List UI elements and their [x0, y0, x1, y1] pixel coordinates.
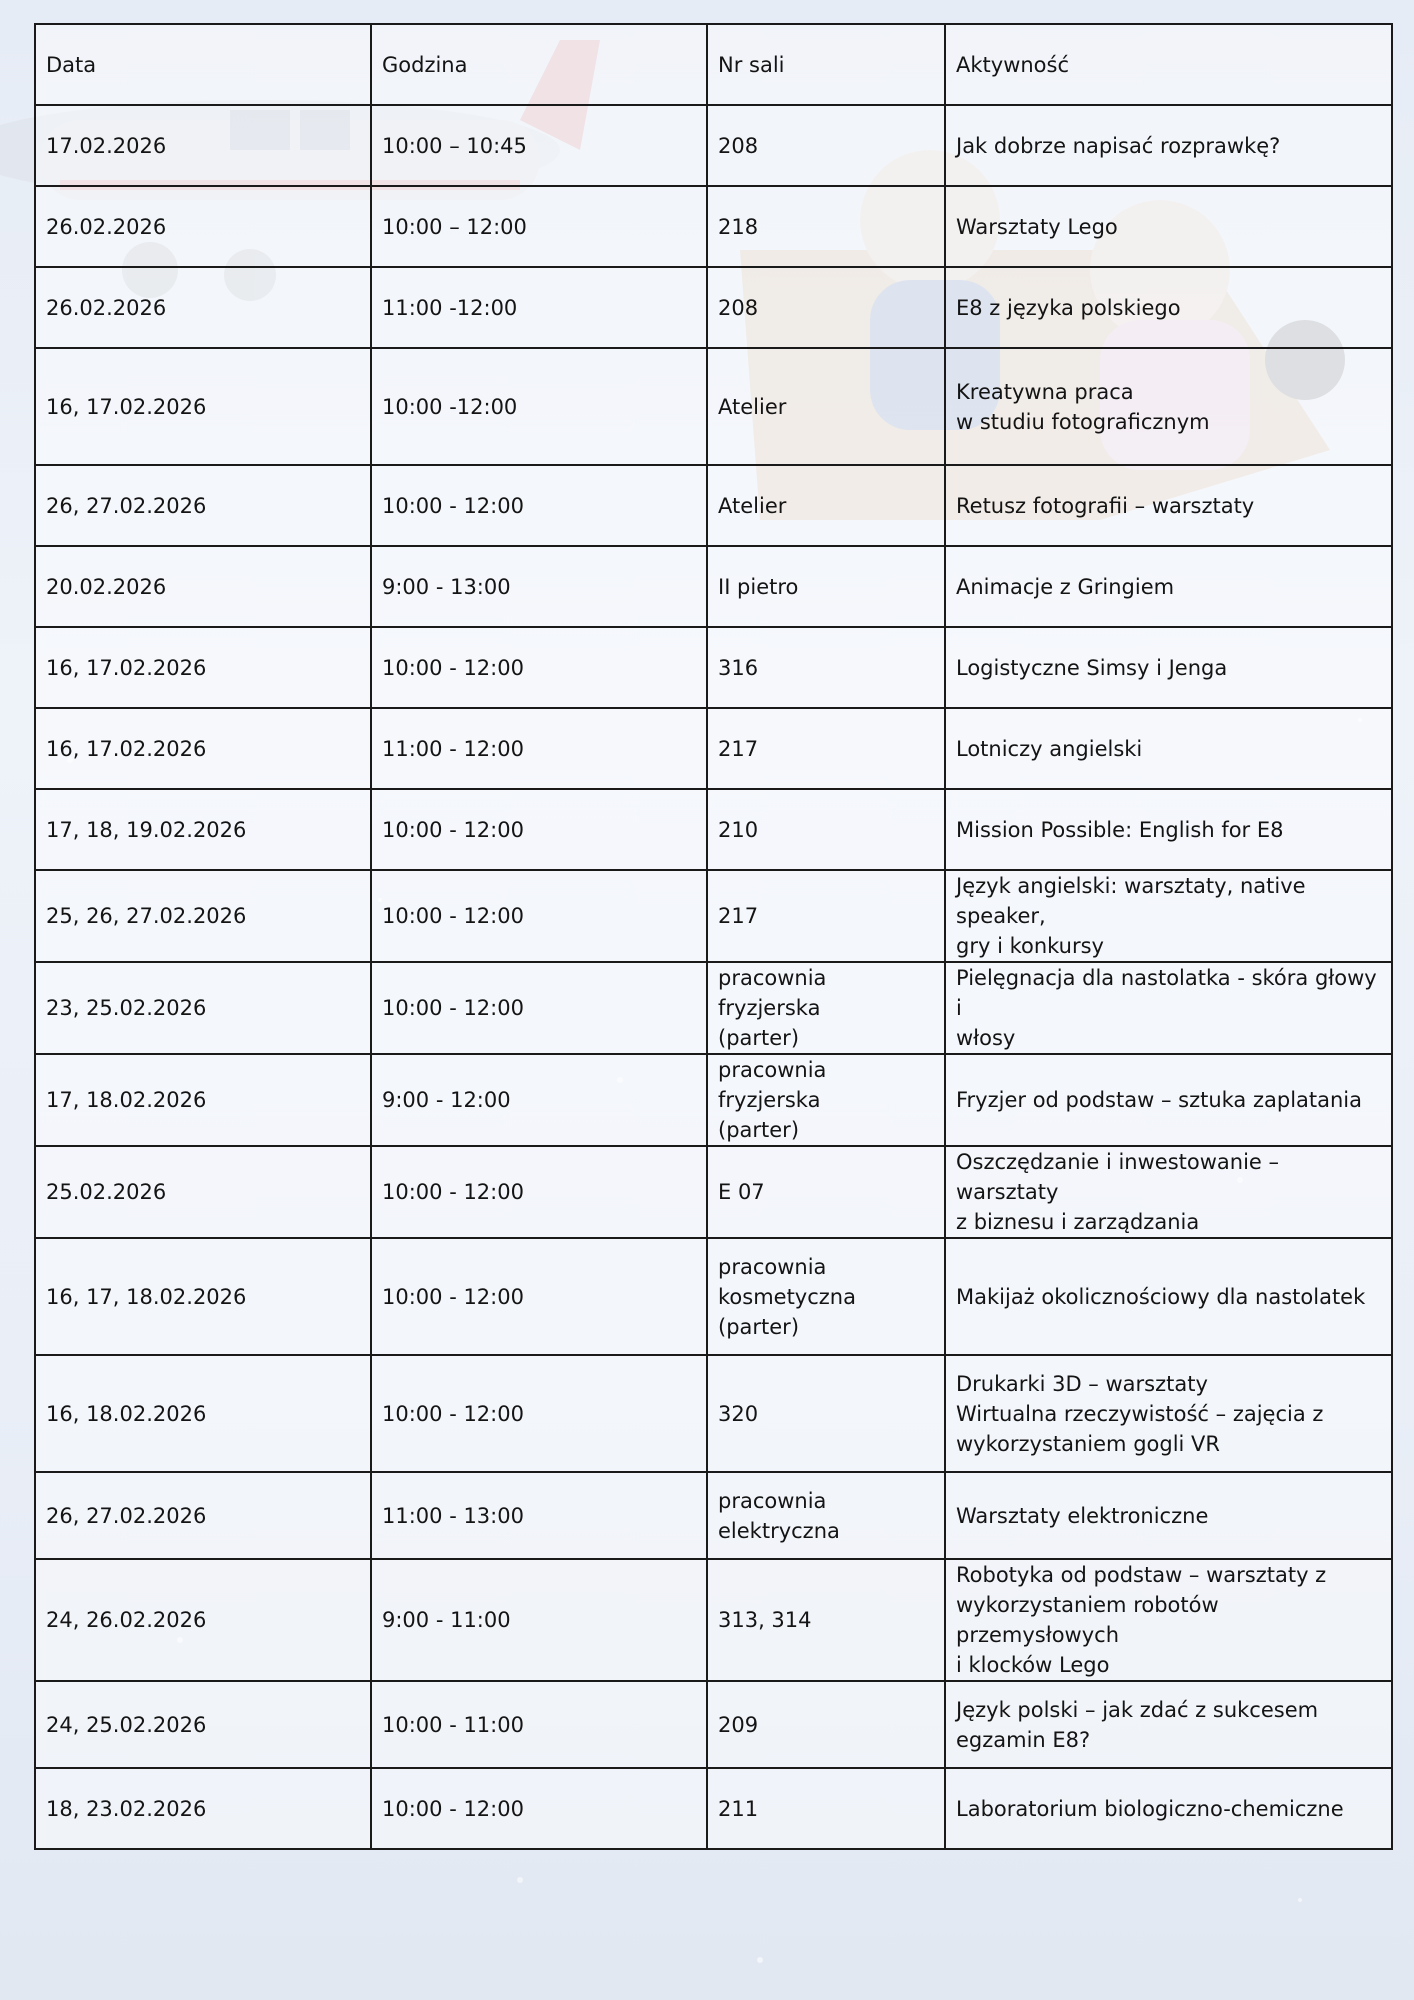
table-row	[35, 1472, 1392, 1559]
cell-room: E 07	[707, 1146, 945, 1238]
header-activity: Aktywność	[945, 24, 1392, 105]
cell-date: 24, 26.02.2026	[35, 1559, 371, 1681]
cell-time: 10:00 -12:00	[371, 348, 707, 465]
table-row	[35, 789, 1392, 870]
cell-room: 217	[707, 870, 945, 962]
cell-date: 26.02.2026	[35, 267, 371, 348]
cell-time: 10:00 - 12:00	[371, 1768, 707, 1849]
cell-date: 24, 25.02.2026	[35, 1681, 371, 1768]
cell-date: 25.02.2026	[35, 1146, 371, 1238]
cell-date: 16, 17, 18.02.2026	[35, 1238, 371, 1355]
cell-activity: Pielęgnacja dla nastolatka - skóra głowy i włosy	[945, 962, 1392, 1054]
cell-date: 26, 27.02.2026	[35, 1472, 371, 1559]
table-row	[35, 105, 1392, 186]
cell-date: 25, 26, 27.02.2026	[35, 870, 371, 962]
cell-time: 11:00 - 12:00	[371, 708, 707, 789]
cell-activity: Mission Possible: English for E8	[945, 789, 1392, 870]
table-row	[35, 267, 1392, 348]
cell-room: 320	[707, 1355, 945, 1472]
table-row	[35, 465, 1392, 546]
table-row	[35, 870, 1392, 962]
cell-activity: Jak dobrze napisać rozprawkę?	[945, 105, 1392, 186]
cell-room: 208	[707, 105, 945, 186]
cell-time: 10:00 - 12:00	[371, 1355, 707, 1472]
cell-date: 16, 17.02.2026	[35, 708, 371, 789]
table-row	[35, 708, 1392, 789]
cell-time: 10:00 - 11:00	[371, 1681, 707, 1768]
cell-activity: Język angielski: warsztaty, native speaker, gry i konkursy	[945, 870, 1392, 962]
cell-room: pracownia fryzjerska (parter)	[707, 962, 945, 1054]
cell-room: Atelier	[707, 465, 945, 546]
cell-time: 9:00 - 13:00	[371, 546, 707, 627]
cell-time: 10:00 - 12:00	[371, 1238, 707, 1355]
header-room: Nr sali	[707, 24, 945, 105]
cell-time: 11:00 -12:00	[371, 267, 707, 348]
cell-activity: Laboratorium biologiczno-chemiczne	[945, 1768, 1392, 1849]
cell-time: 9:00 - 12:00	[371, 1054, 707, 1146]
table-row	[35, 186, 1392, 267]
table-row	[35, 1238, 1392, 1355]
table-row	[35, 1559, 1392, 1681]
cell-room: 316	[707, 627, 945, 708]
cell-room: 209	[707, 1681, 945, 1768]
cell-room: pracownia kosmetyczna (parter)	[707, 1238, 945, 1355]
cell-activity: Makijaż okolicznościowy dla nastolatek	[945, 1238, 1392, 1355]
cell-time: 10:00 - 12:00	[371, 1146, 707, 1238]
cell-date: 17, 18.02.2026	[35, 1054, 371, 1146]
cell-activity: Animacje z Gringiem	[945, 546, 1392, 627]
table-row	[35, 1681, 1392, 1768]
cell-activity: Drukarki 3D – warsztaty Wirtualna rzeczywistość – zajęcia z wykorzystaniem gogli VR	[945, 1355, 1392, 1472]
cell-activity: Lotniczy angielski	[945, 708, 1392, 789]
cell-date: 16, 18.02.2026	[35, 1355, 371, 1472]
cell-time: 10:00 - 12:00	[371, 870, 707, 962]
cell-date: 20.02.2026	[35, 546, 371, 627]
cell-room: 218	[707, 186, 945, 267]
cell-room: 208	[707, 267, 945, 348]
table-row	[35, 1768, 1392, 1849]
cell-activity: Robotyka od podstaw – warsztaty z wykorzystaniem robotów przemysłowych i klocków Lego	[945, 1559, 1392, 1681]
cell-room: 211	[707, 1768, 945, 1849]
cell-activity: Kreatywna praca w studiu fotograficznym	[945, 348, 1392, 465]
cell-activity: Logistyczne Simsy i Jenga	[945, 627, 1392, 708]
cell-activity: Oszczędzanie i inwestowanie – warsztaty z biznesu i zarządzania	[945, 1146, 1392, 1238]
table-row	[35, 962, 1392, 1054]
table-row	[35, 1054, 1392, 1146]
table-header-row	[35, 24, 1392, 105]
cell-time: 10:00 - 12:00	[371, 789, 707, 870]
table-row	[35, 627, 1392, 708]
header-date: Data	[35, 24, 371, 105]
cell-date: 17.02.2026	[35, 105, 371, 186]
cell-time: 10:00 - 12:00	[371, 962, 707, 1054]
cell-date: 17, 18, 19.02.2026	[35, 789, 371, 870]
cell-date: 16, 17.02.2026	[35, 348, 371, 465]
cell-time: 10:00 – 10:45	[371, 105, 707, 186]
cell-room: 210	[707, 789, 945, 870]
cell-date: 16, 17.02.2026	[35, 627, 371, 708]
cell-time: 10:00 - 12:00	[371, 627, 707, 708]
cell-time: 11:00 - 13:00	[371, 1472, 707, 1559]
table-row	[35, 546, 1392, 627]
cell-activity: Retusz fotografii – warsztaty	[945, 465, 1392, 546]
cell-room: pracownia elektryczna	[707, 1472, 945, 1559]
cell-activity: Warsztaty elektroniczne	[945, 1472, 1392, 1559]
cell-activity: E8 z języka polskiego	[945, 267, 1392, 348]
cell-room: II pietro	[707, 546, 945, 627]
cell-activity: Warsztaty Lego	[945, 186, 1392, 267]
header-time: Godzina	[371, 24, 707, 105]
schedule-table	[34, 23, 1393, 1850]
cell-activity: Język polski – jak zdać z sukcesem egzamin E8?	[945, 1681, 1392, 1768]
cell-room: 313, 314	[707, 1559, 945, 1681]
cell-time: 9:00 - 11:00	[371, 1559, 707, 1681]
cell-date: 26, 27.02.2026	[35, 465, 371, 546]
cell-room: Atelier	[707, 348, 945, 465]
table-row	[35, 1146, 1392, 1238]
cell-room: pracownia fryzjerska (parter)	[707, 1054, 945, 1146]
cell-time: 10:00 - 12:00	[371, 465, 707, 546]
table-row	[35, 1355, 1392, 1472]
cell-activity: Fryzjer od podstaw – sztuka zaplatania	[945, 1054, 1392, 1146]
cell-room: 217	[707, 708, 945, 789]
cell-time: 10:00 – 12:00	[371, 186, 707, 267]
cell-date: 18, 23.02.2026	[35, 1768, 371, 1849]
cell-date: 23, 25.02.2026	[35, 962, 371, 1054]
table-row	[35, 348, 1392, 465]
cell-date: 26.02.2026	[35, 186, 371, 267]
